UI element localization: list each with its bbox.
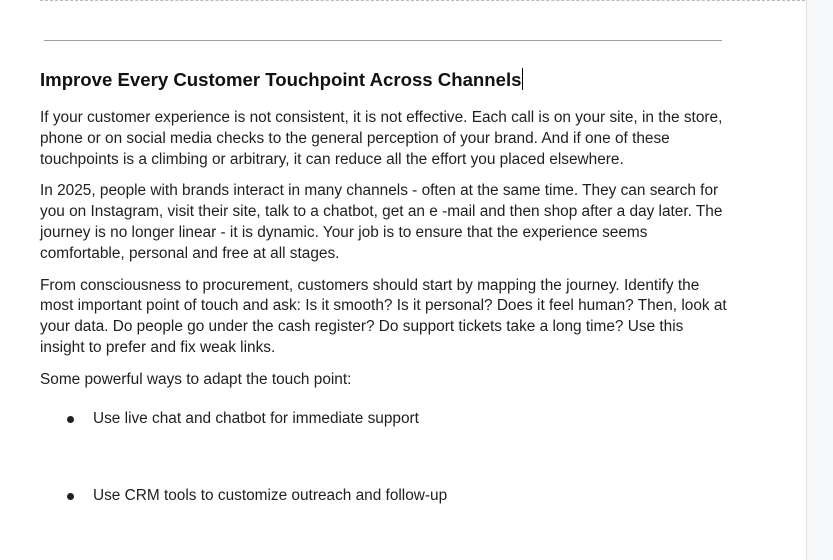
bullet-text: Use CRM tools to customize outreach and follow-up	[93, 487, 448, 505]
text-cursor	[522, 68, 523, 90]
document-body[interactable]	[40, 68, 730, 507]
document-heading[interactable]	[40, 68, 730, 92]
page-margin-gutter	[806, 0, 833, 560]
paragraph-2[interactable]: In 2025, people with brands interact in many channels - often at the same time. They can search for you on Instagram, visit their site, talk to a chatbot, get an e -mail and then shop after a day later. The journey is no longer linear - it is dynamic. Your job is to ensure that the experience seems comfortable, personal and free at all stages.	[40, 182, 723, 262]
page-top-border	[40, 0, 805, 4]
paragraph-4[interactable]: Some powerful ways to adapt the touch point:	[40, 370, 352, 388]
bullet-item[interactable]	[40, 486, 730, 507]
bullet-dot-icon	[67, 493, 74, 500]
paragraph-1[interactable]: If your customer experience is not consistent, it is not effective. Each call is on your site, in the store, phone or on social media checks to the general perception of your brand. And if one of these touchpoints is a climbing or arbitrary, it can reduce all the effort you placed elsewhere.	[40, 109, 723, 168]
bullet-dot-icon	[67, 416, 74, 423]
horizontal-rule	[44, 40, 722, 41]
bullet-text: Use live chat and chatbot for immediate support	[93, 409, 419, 427]
heading-text: Improve Every Customer Touchpoint Across Channels	[40, 69, 522, 90]
bullet-list	[40, 409, 730, 508]
paragraph-3[interactable]: From consciousness to procurement, customers should start by mapping the journey. Identify the most important point of touch and ask: Is it smooth? Is it personal? Does it feel human? Then, look at your data. Do people go under the cash register? Do support tickets take a long time? Use this insight to prefer and fix weak links.	[40, 276, 727, 356]
bullet-item[interactable]	[40, 409, 730, 430]
